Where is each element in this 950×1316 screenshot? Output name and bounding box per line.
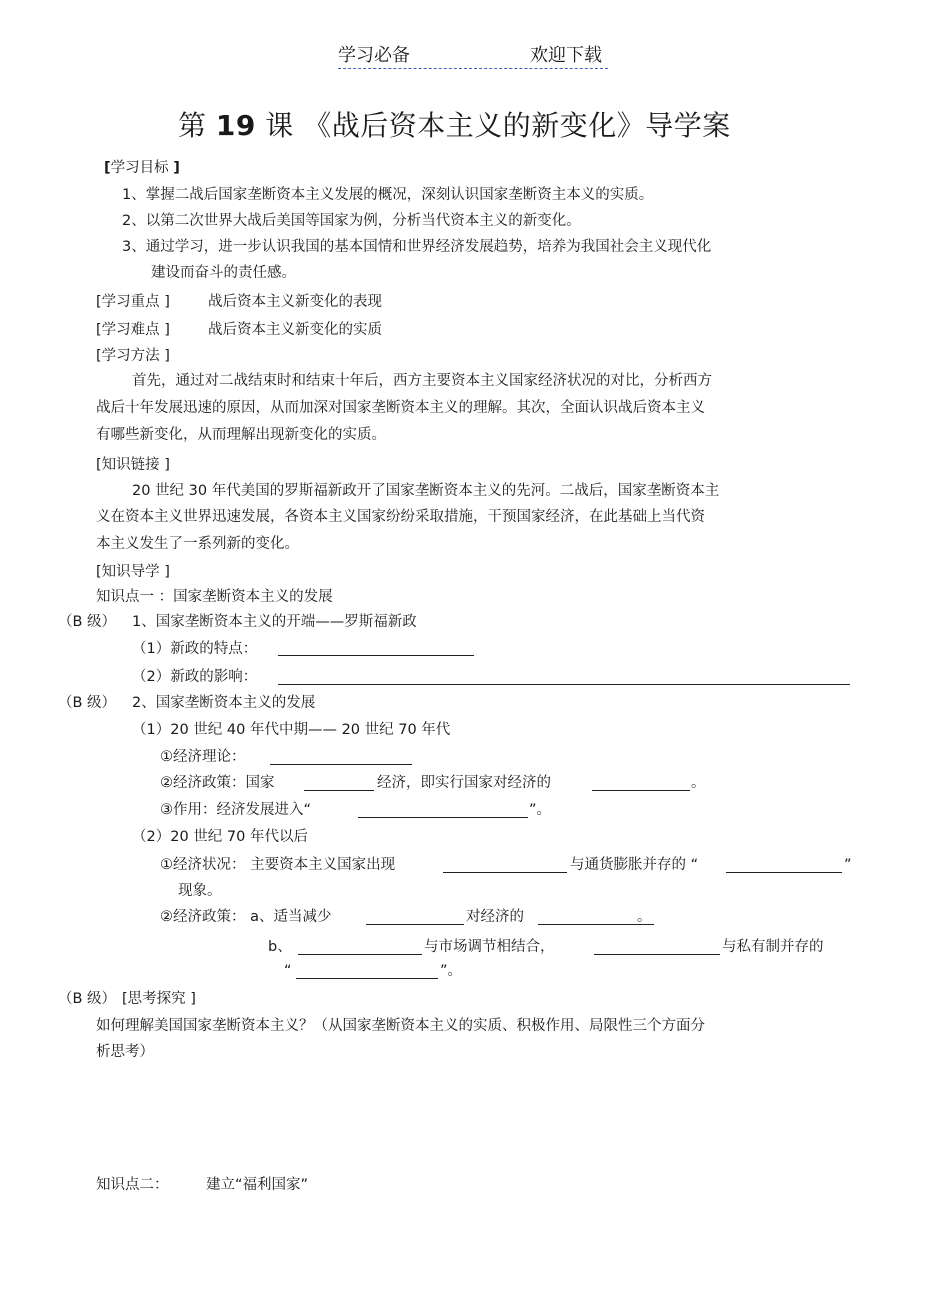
sec1-question-1: （1）新政的特点： <box>132 641 258 657</box>
policy2-text-f: 与私有制并存的 <box>722 939 824 955</box>
effect-text-a: ③作用：经济发展进入“ <box>160 802 312 818</box>
method-label: [学习方法 ] <box>96 348 170 364</box>
answer-blank[interactable] <box>358 803 528 818</box>
policy2-text-c: 。 <box>637 909 652 925</box>
policy-text-c: 。 <box>691 775 706 791</box>
method-line: 战后十年发展迅速的原因，从而加深对国家垄断资本主义的理解。其次，全面认识战后资本主义 <box>96 400 705 416</box>
policy2-text-h: ”。 <box>440 963 463 979</box>
link-line: 本主义发生了一系列新的变化。 <box>96 536 299 552</box>
section1-heading: 1、国家垄断资本主义的开端——罗斯福新政 <box>132 614 417 630</box>
difficulty-label: [学习难点 ] <box>96 322 170 338</box>
policy2-text-g: “ <box>284 963 292 979</box>
title-lesson-number: 19 <box>215 109 256 142</box>
policy-text-a: ②经济政策：国家 <box>160 775 275 791</box>
sec2-sub2: （2）20 世纪 70 年代以后 <box>132 829 308 845</box>
sec2-sub1: （1）20 世纪 40 年代中期—— 20 世纪 70 年代 <box>132 722 451 738</box>
policy2-text-d: b、 <box>268 939 292 955</box>
goal-item: 2、以第二次世界大战后美国等国家为例，分析当代资本主义的新变化。 <box>122 213 581 229</box>
answer-blank[interactable] <box>278 670 850 685</box>
focus-text: 战后资本主义新变化的表现 <box>208 294 382 310</box>
header-right-text: 欢迎下载 <box>530 45 602 66</box>
title-prefix: 第 <box>178 109 207 142</box>
point2-label: 知识点二： <box>96 1177 169 1193</box>
economic-theory: ①经济理论： <box>160 749 246 765</box>
guide-label: [知识导学 ] <box>96 564 170 580</box>
status-text-b: 与通货膨胀并存的 “ <box>570 857 699 873</box>
point1-heading: 知识点一 ：国家垄断资本主义的发展 <box>96 589 333 605</box>
answer-blank[interactable] <box>304 776 374 791</box>
goal-item: 建设而奋斗的责任感。 <box>151 265 296 281</box>
goal-item: 1、掌握二战后国家垄断资本主义发展的概况，深刻认识国家垄断资主本义的实质。 <box>122 187 654 203</box>
answer-blank[interactable] <box>594 940 720 955</box>
answer-blank[interactable] <box>296 964 438 979</box>
goals-label: [学习目标 ] <box>104 160 180 176</box>
difficulty-text: 战后资本主义新变化的实质 <box>208 322 382 338</box>
level-b-tag: （B 级） <box>58 991 117 1007</box>
title-suffix: 课 《战后资本主义的新变化》导学案 <box>265 109 731 142</box>
link-line: 义在资本主义世界迅速发展，各资本主义国家纷纷采取措施，干预国家经济，在此基础上当代资 <box>96 509 705 525</box>
focus-label: [学习重点 ] <box>96 294 170 310</box>
think-label: [思考探究 ] <box>122 991 196 1007</box>
link-label: [知识链接 ] <box>96 457 170 473</box>
link-line: 20 世纪 30 年代美国的罗斯福新政开了国家垄断资本主义的先河。二战后，国家垄断资本主 <box>132 483 720 499</box>
header-left-text: 学习必备 <box>338 45 410 66</box>
answer-blank[interactable] <box>270 750 412 765</box>
point2-text: 建立“福利国家” <box>206 1177 309 1193</box>
think-line: 如何理解美国国家垄断资本主义？（从国家垄断资本主义的实质、积极作用、局限性三个方面分 <box>96 1018 705 1034</box>
header-divider <box>338 68 608 69</box>
policy2-text-a: ②经济政策： a、适当减少 <box>160 909 332 925</box>
sec1-question-2: （2）新政的影响： <box>132 669 258 685</box>
status-text-c: ” <box>844 857 852 873</box>
effect-text-b: ”。 <box>529 802 552 818</box>
answer-blank[interactable] <box>366 910 464 925</box>
answer-blank[interactable] <box>278 641 474 656</box>
answer-blank[interactable] <box>726 858 842 873</box>
page-title <box>178 108 731 144</box>
policy2-text-b: 对经济的 <box>466 909 524 925</box>
section2-heading: 2、国家垄断资本主义的发展 <box>132 695 316 711</box>
policy-text-b: 经济，即实行国家对经济的 <box>377 775 551 791</box>
goal-item: 3、通过学习，进一步认识我国的基本国情和世界经济发展趋势，培养为我国社会主义现代化 <box>122 239 712 255</box>
method-line: 有哪些新变化，从而理解出现新变化的实质。 <box>96 427 386 443</box>
answer-blank[interactable] <box>298 940 422 955</box>
status-text-a: ①经济状况： 主要资本主义国家出现 <box>160 857 396 873</box>
level-b-tag: （B 级） <box>58 695 117 711</box>
status-text-d: 现象。 <box>178 883 222 899</box>
answer-blank[interactable] <box>592 776 690 791</box>
think-line: 析思考） <box>96 1044 154 1060</box>
method-line: 首先，通过对二战结束时和结束十年后，西方主要资本主义国家经济状况的对比，分析西方 <box>132 373 712 389</box>
answer-blank[interactable] <box>443 858 567 873</box>
policy2-text-e: 与市场调节相结合， <box>424 939 555 955</box>
level-b-tag: （B 级） <box>58 614 117 630</box>
